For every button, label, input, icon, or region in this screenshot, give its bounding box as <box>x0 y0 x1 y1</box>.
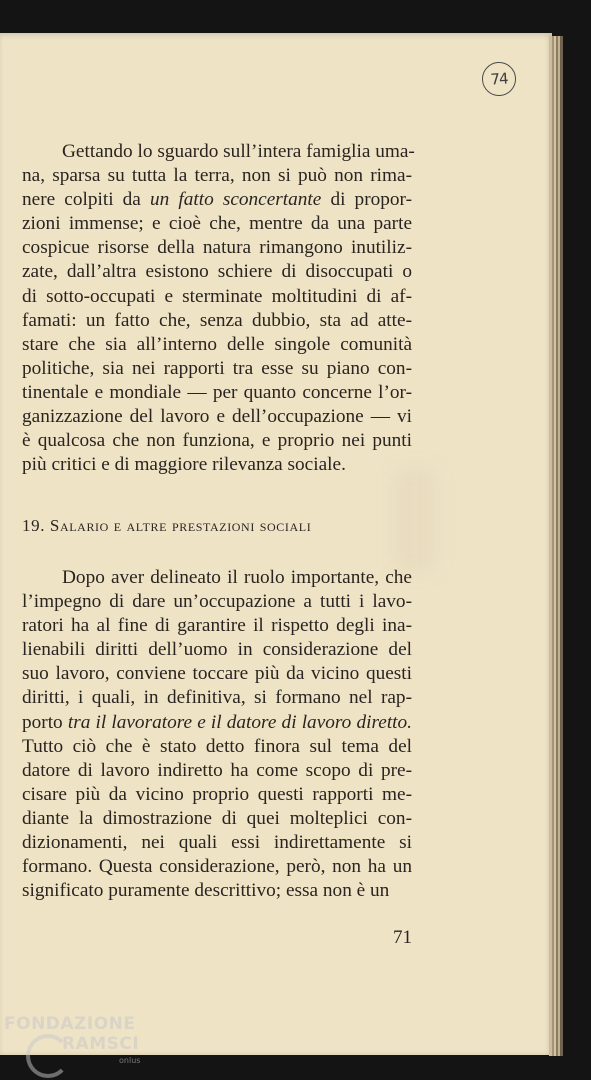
text-line: politiche, sia nei rapporti tra esse su piano con- <box>22 357 412 379</box>
text-line: è qualcosa che non funziona, e proprio nei punti <box>22 430 412 452</box>
paragraph-1 <box>22 140 415 477</box>
watermark-line-2: RAMSCI <box>62 1034 140 1054</box>
section-heading <box>22 516 412 536</box>
text-line: di sotto-occupati e sterminate moltitudini di af- <box>22 285 412 307</box>
paragraph-2 <box>22 566 412 903</box>
text-line: Gettando lo sguardo sull’intera famiglia uma- <box>62 141 415 162</box>
watermark-logo <box>4 1014 154 1076</box>
text-line: zate, dall’altra esistono schiere di disoccupati o <box>22 261 412 283</box>
text-line: datore di lavoro indiretto ha come scopo di pre- <box>22 759 412 781</box>
text-line: lienabili diritti dell’uomo in considerazione del <box>22 639 412 661</box>
text-line: ganizzazione del lavoro e dell’occupazione — vi <box>22 406 412 428</box>
section-title: Salario e altre prestazioni sociali <box>49 516 312 535</box>
text-line: na, sparsa su tutta la terra, non si può non rima- <box>22 165 412 187</box>
text-line: dizionamenti, nei quali essi indirettamente si <box>22 832 412 854</box>
text-line: stare che sia all’interno delle singole comunità <box>22 333 412 355</box>
text-line: più critici e di maggiore rilevanza sociale. <box>22 454 346 476</box>
watermark-onlus: onlus <box>119 1056 141 1065</box>
text-line: Tutto ciò che è stato detto finora sul tema del <box>22 735 412 757</box>
watermark-line-1: FONDAZIONE <box>4 1014 136 1034</box>
section-number: 19. <box>22 516 46 535</box>
text-line: tinentale e mondiale — per quanto concerne l’or- <box>22 381 412 403</box>
text-line: famati: un fatto che, senza dubbio, sta ad atte- <box>22 309 412 331</box>
text-line: l’impegno di dare un’occupazione a tutti i lavo- <box>22 591 412 613</box>
text-line: nere colpiti da un fatto sconcertante di propor- <box>22 189 412 211</box>
text-line: cospicue risorse della natura rimangono inutiliz- <box>22 237 412 259</box>
text-line: suo lavoro, conviene toccare più da vicino questi <box>22 663 412 685</box>
text-line: diante la dimostrazione di quei molteplici con- <box>22 807 412 829</box>
handwritten-page-annotation: 74 <box>481 61 517 97</box>
text-line: zioni immense; e cioè che, mentre da una parte <box>22 213 412 235</box>
text-line: significato puramente descrittivo; essa non è un <box>22 880 390 902</box>
page-number: 71 <box>393 927 412 948</box>
text-line: diritti, i quali, in definitiva, si formano nel rap- <box>22 687 412 709</box>
text-line: Dopo aver delineato il ruolo importante, che <box>62 567 412 588</box>
text-line: porto tra il lavoratore e il datore di lavoro diretto. <box>22 711 412 733</box>
text-line: formano. Questa considerazione, però, non ha un <box>22 856 412 878</box>
text-line: ratori ha al fine di garantire il rispetto degli ina- <box>22 615 412 637</box>
page-edge <box>549 36 563 1056</box>
text-line: cisare più da vicino proprio questi rapporti me- <box>22 783 412 805</box>
